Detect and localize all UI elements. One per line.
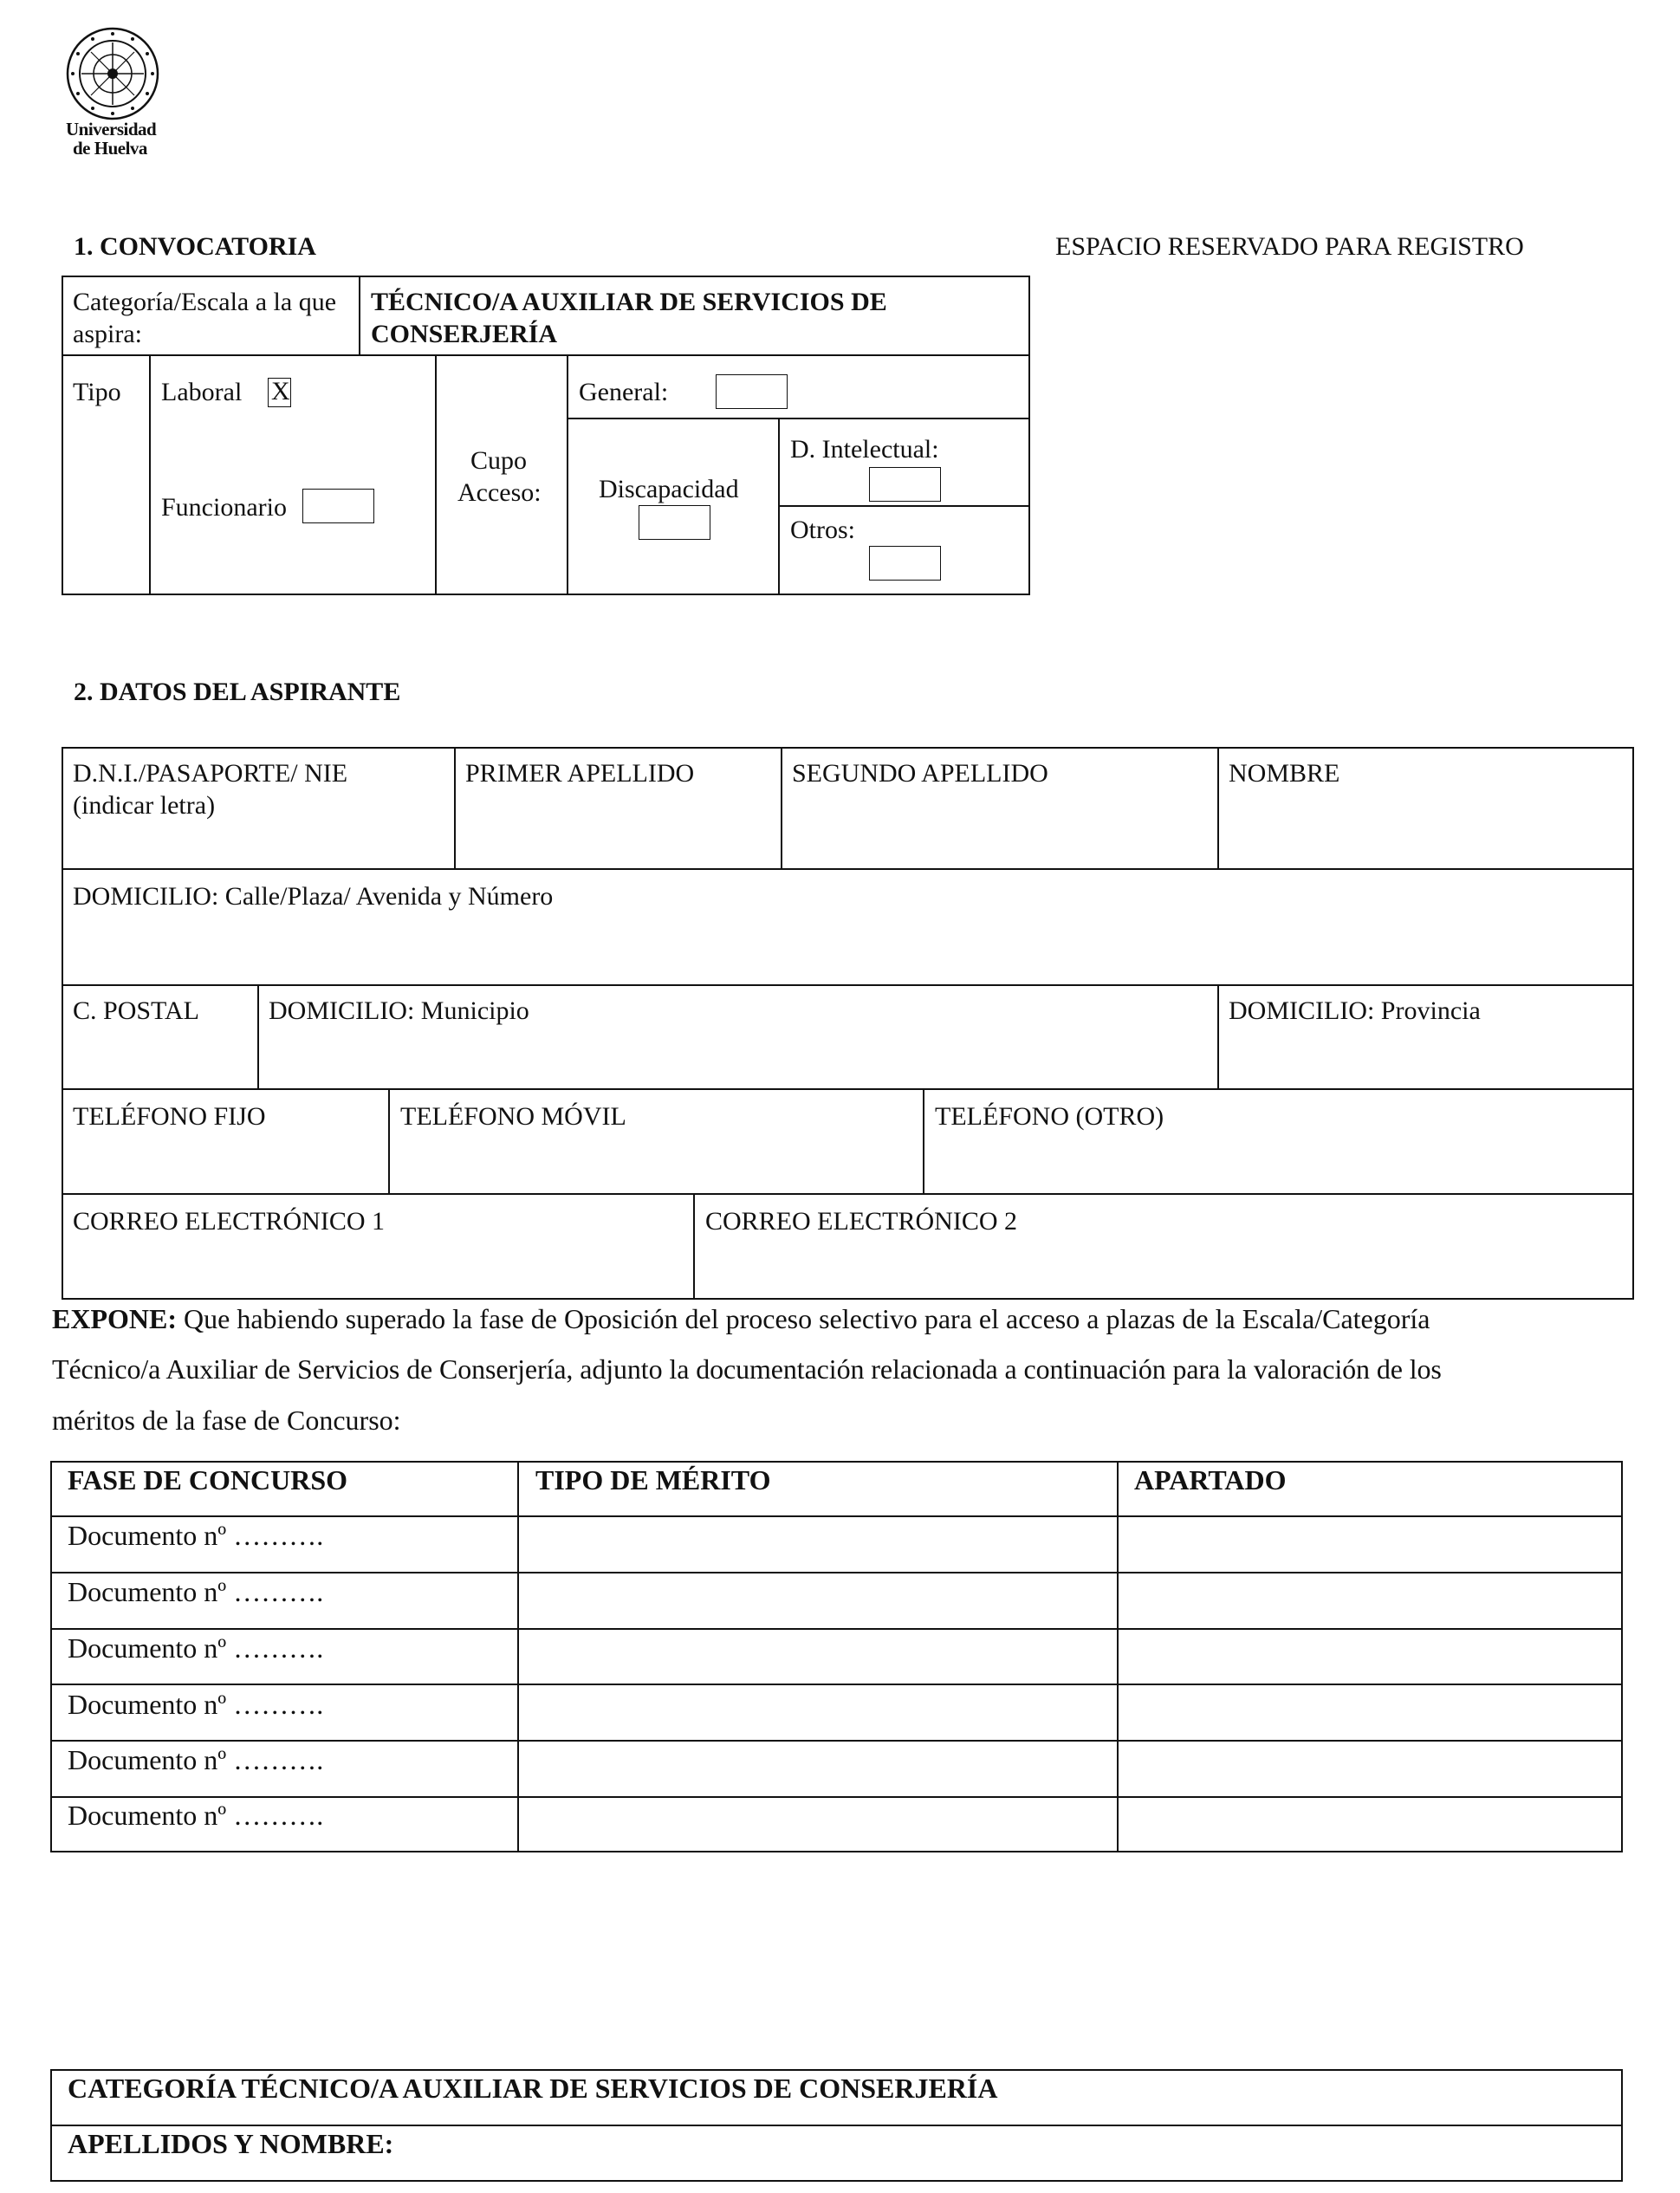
- d-intelectual-label: D. Intelectual:: [790, 435, 939, 464]
- section1-heading: 1. CONVOCATORIA: [74, 232, 316, 261]
- telefono-otro-field-label: TELÉFONO (OTRO): [935, 1102, 1164, 1131]
- c-postal-field-label: C. POSTAL: [73, 996, 199, 1025]
- correo1-field-label: CORREO ELECTRÓNICO 1: [73, 1207, 385, 1236]
- footer-categoria: CATEGORÍA TÉCNICO/A AUXILIAR DE SERVICIOS DE CONSERJERÍA: [68, 2073, 998, 2104]
- merits-header-tipo: TIPO DE MÉRITO: [535, 1464, 771, 1496]
- merits-row-document: Documento nº ……….: [68, 1800, 324, 1831]
- section2-heading: 2. DATOS DEL ASPIRANTE: [74, 678, 401, 706]
- general-label: General:: [579, 378, 669, 406]
- merits-row-document: Documento nº ……….: [68, 1520, 324, 1551]
- merits-row-document: Documento nº ……….: [68, 1744, 324, 1775]
- merits-header-apartado: APARTADO: [1134, 1464, 1287, 1496]
- domicilio-calle-field-label: DOMICILIO: Calle/Plaza/ Avenida y Número: [73, 882, 554, 911]
- correo2-field-label: CORREO ELECTRÓNICO 2: [705, 1207, 1017, 1236]
- logo-text-line1: Universidad: [66, 119, 157, 139]
- expone-line-3: méritos de la fase de Concurso:: [52, 1405, 401, 1436]
- footer-apellidos-nombre: APELLIDOS Y NOMBRE:: [68, 2128, 394, 2159]
- primer-apellido-field-label: PRIMER APELLIDO: [465, 759, 695, 788]
- acceso-label: Acceso:: [457, 478, 542, 507]
- telefono-movil-field-label: TELÉFONO MÓVIL: [400, 1102, 626, 1131]
- otros-checkbox[interactable]: [869, 546, 941, 581]
- laboral-checkbox[interactable]: [268, 378, 291, 407]
- discapacidad-checkbox[interactable]: [639, 505, 710, 540]
- telefono-fijo-field-label: TELÉFONO FIJO: [73, 1102, 266, 1131]
- university-seal-icon: [61, 22, 165, 126]
- d-intelectual-checkbox[interactable]: [869, 467, 941, 502]
- tipo-label: Tipo: [73, 378, 121, 406]
- dni-field-label: D.N.I./PASAPORTE/ NIE (indicar letra): [73, 759, 348, 820]
- categoria-value: TÉCNICO/A AUXILIAR DE SERVICIOS DE CONSERJERÍA: [371, 288, 887, 348]
- categoria-label: Categoría/Escala a la que aspira:: [73, 288, 337, 348]
- general-checkbox[interactable]: [716, 374, 788, 409]
- discapacidad-label: Discapacidad: [599, 475, 739, 503]
- funcionario-checkbox[interactable]: [302, 489, 374, 523]
- expone-label: EXPONE:: [52, 1303, 177, 1334]
- nombre-field-label: NOMBRE: [1229, 759, 1340, 788]
- merits-row-document: Documento nº ……….: [68, 1632, 324, 1664]
- expone-line-2: Técnico/a Auxiliar de Servicios de Conserjería, adjunto la documentación relacionada a continuación para la valoración de los: [52, 1353, 1442, 1385]
- expone-line-1: [52, 1303, 1430, 1335]
- domicilio-provincia-field-label: DOMICILIO: Provincia: [1229, 996, 1481, 1025]
- laboral-check-mark: X: [271, 377, 290, 406]
- laboral-label: Laboral: [161, 378, 243, 406]
- merits-header-fase: FASE DE CONCURSO: [68, 1464, 347, 1496]
- university-logo: [61, 22, 165, 160]
- expone-line1-text: Que habiendo superado la fase de Oposición del proceso selectivo para el acceso a plazas de la Escala/Categoría: [184, 1303, 1430, 1334]
- segundo-apellido-field-label: SEGUNDO APELLIDO: [792, 759, 1048, 788]
- merits-row-document: Documento nº ……….: [68, 1576, 324, 1607]
- registry-space-label: ESPACIO RESERVADO PARA REGISTRO: [1055, 232, 1524, 261]
- funcionario-label: Funcionario: [161, 493, 287, 522]
- logo-text-line2: de Huelva: [73, 138, 147, 159]
- domicilio-municipio-field-label: DOMICILIO: Municipio: [269, 996, 529, 1025]
- cupo-label: Cupo: [470, 446, 528, 475]
- merits-row-document: Documento nº ……….: [68, 1689, 324, 1720]
- otros-label: Otros:: [790, 516, 855, 544]
